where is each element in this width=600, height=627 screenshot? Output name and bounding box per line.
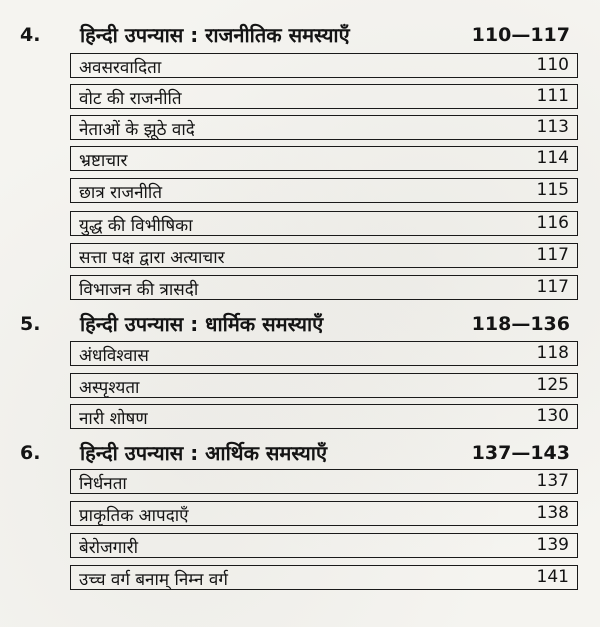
chapter-page-range: 110—117 — [471, 24, 570, 46]
toc-entry[interactable] — [70, 501, 578, 526]
toc-entry-page: 125 — [536, 375, 569, 395]
toc-entry[interactable] — [70, 275, 578, 300]
toc-entry[interactable] — [70, 404, 578, 429]
chapter-title: हिन्दी उपन्यास : आर्थिक समस्याएँ — [80, 441, 328, 465]
toc-entry[interactable] — [70, 243, 578, 268]
toc-entry-label: उच्च वर्ग बनाम् निम्न वर्ग — [79, 570, 228, 590]
chapter-title: हिन्दी उपन्यास : राजनीतिक समस्याएँ — [80, 23, 350, 47]
toc-entry[interactable] — [70, 341, 578, 366]
toc-entry-label: बेरोजगारी — [79, 538, 139, 558]
toc-entry-label: नेताओं के झूठे वादे — [79, 120, 195, 140]
toc-entry-page: 110 — [536, 55, 569, 75]
toc-entry[interactable] — [70, 533, 578, 558]
toc-entry-label: वोट की राजनीति — [79, 89, 182, 109]
toc-entry-page: 117 — [536, 245, 569, 265]
toc-entry[interactable] — [70, 115, 578, 140]
toc-entry-page: 117 — [536, 277, 569, 297]
toc-entry-label: सत्ता पक्ष द्वारा अत्याचार — [79, 248, 225, 268]
toc-entry-page: 138 — [536, 503, 569, 523]
chapter-number: 5. — [20, 313, 41, 335]
toc-entry-label: नारी शोषण — [79, 409, 148, 429]
toc-entry-page: 118 — [536, 343, 569, 363]
chapter-4-heading[interactable] — [0, 20, 600, 56]
toc-entry[interactable] — [70, 84, 578, 109]
toc-entry-page: 115 — [536, 180, 569, 200]
toc-entry[interactable] — [70, 469, 578, 494]
toc-entry[interactable] — [70, 211, 578, 236]
chapter-number: 6. — [20, 442, 41, 464]
toc-entry-page: 141 — [536, 567, 569, 587]
toc-entry[interactable] — [70, 565, 578, 590]
toc-entry-page: 139 — [536, 535, 569, 555]
chapter-number: 4. — [20, 24, 41, 46]
toc-entry-label: अस्पृश्यता — [79, 378, 140, 398]
toc-entry-label: भ्रष्टाचार — [79, 151, 128, 171]
toc-entry[interactable] — [70, 178, 578, 203]
chapter-5-heading[interactable] — [0, 309, 600, 345]
chapter-page-range: 137—143 — [471, 442, 570, 464]
toc-entry-label: प्राकृतिक आपदाएँ — [79, 506, 189, 526]
toc-entry-label: छात्र राजनीति — [79, 183, 163, 203]
chapter-title: हिन्दी उपन्यास : धार्मिक समस्याएँ — [80, 312, 324, 336]
toc-entry-page: 137 — [536, 471, 569, 491]
toc-entry-page: 114 — [536, 148, 569, 168]
toc-entry-label: निर्धनता — [79, 474, 127, 494]
toc-entry-page: 130 — [536, 406, 569, 426]
toc-entry-page: 113 — [536, 117, 569, 137]
chapter-page-range: 118—136 — [471, 313, 570, 335]
toc-entry-label: युद्ध की विभीषिका — [79, 216, 193, 236]
toc-entry[interactable] — [70, 146, 578, 171]
toc-entry-page: 111 — [536, 86, 569, 106]
toc-entry[interactable] — [70, 53, 578, 78]
toc-entry-label: अवसरवादिता — [79, 58, 162, 78]
toc-entry-page: 116 — [536, 213, 569, 233]
toc-entry-label: अंधविश्वास — [79, 346, 149, 366]
toc-entry-label: विभाजन की त्रासदी — [79, 280, 199, 300]
toc-entry[interactable] — [70, 373, 578, 398]
